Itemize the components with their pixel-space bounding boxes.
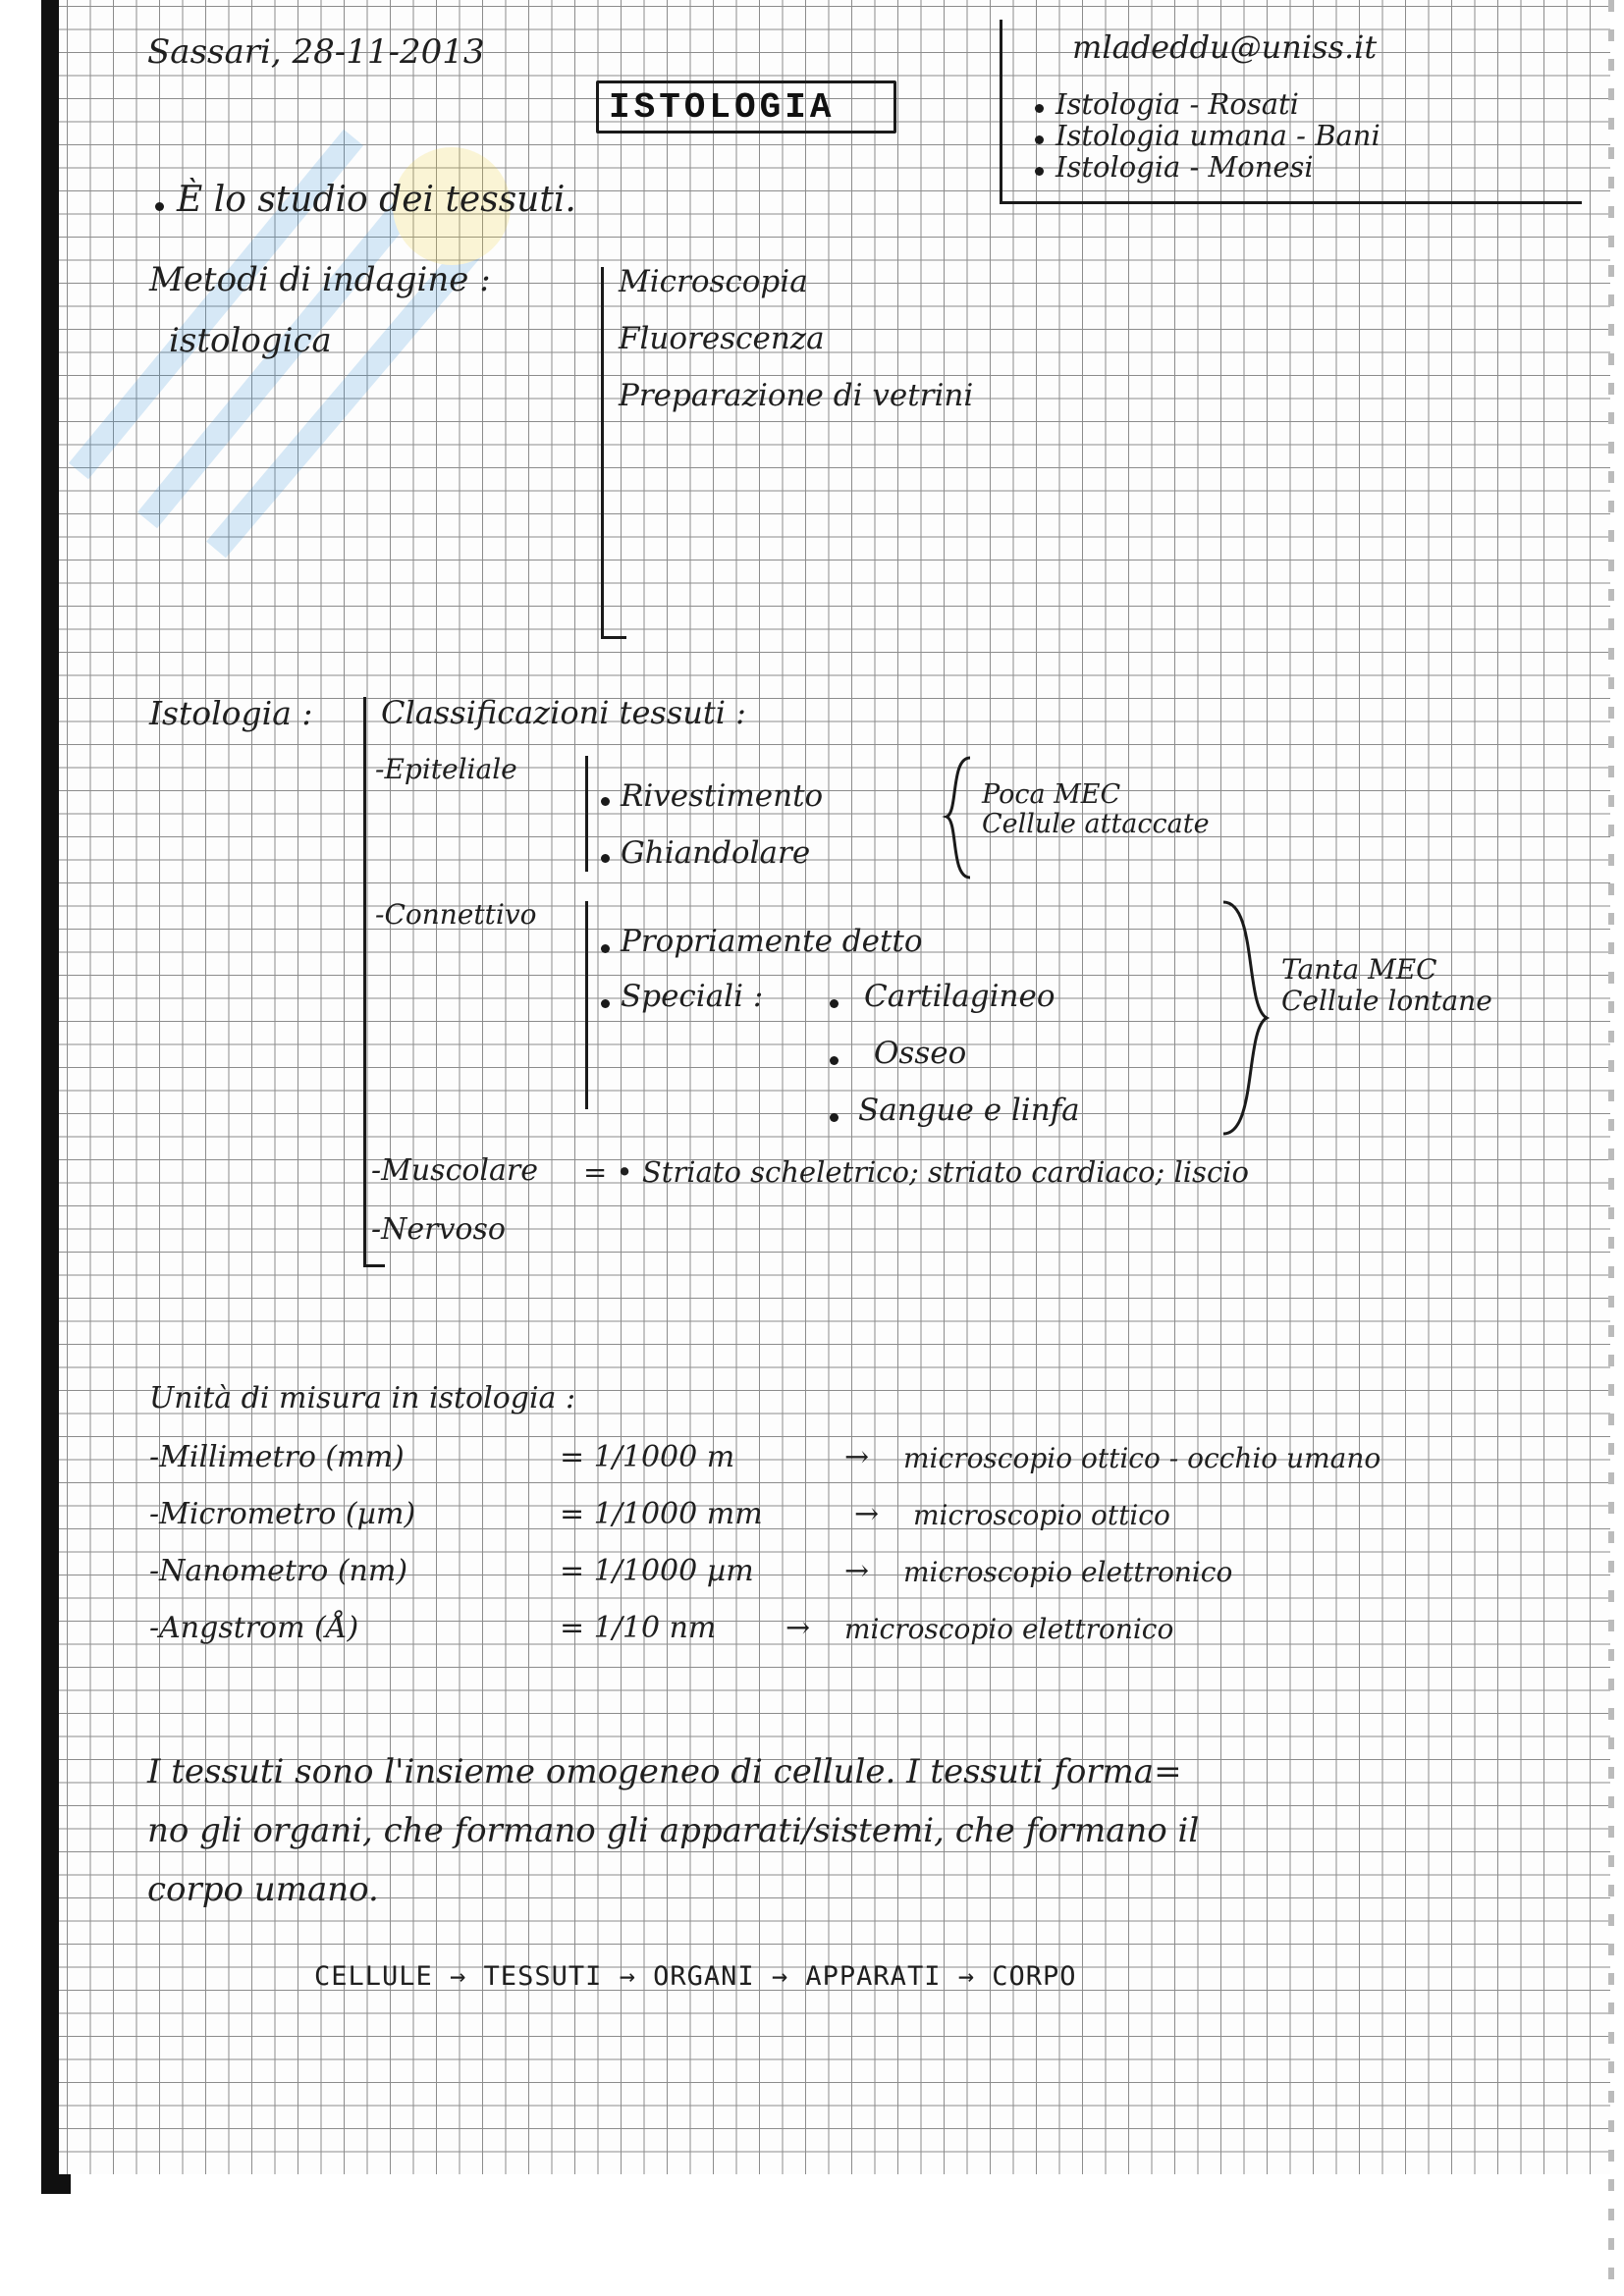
bullet	[601, 797, 610, 806]
bullet	[1035, 135, 1044, 144]
unit-name: -Micrometro (µm)	[149, 1497, 416, 1531]
connettivo-label: -Connettivo	[375, 898, 537, 931]
epiteliale-item: Rivestimento	[621, 778, 824, 814]
bullet	[830, 999, 839, 1008]
unit-equation: = 1/1000 mm	[560, 1497, 763, 1531]
intro-text: È lo studio dei tessuti.	[177, 180, 576, 220]
unit-use: microscopio ottico	[913, 1499, 1170, 1531]
methods-item: Preparazione di vetrini	[619, 378, 974, 413]
unit-name: -Angstrom (Å)	[149, 1611, 359, 1645]
bullet	[601, 944, 610, 953]
page-title: ISTOLOGIA	[609, 87, 836, 128]
unit-equation: = 1/1000 µm	[560, 1554, 754, 1588]
unit-use: microscopio elettronico	[903, 1556, 1233, 1588]
speciali-item: Sangue e linfa	[858, 1093, 1080, 1128]
epiteliale-note: Poca MEC	[982, 779, 1121, 810]
unit-name: -Millimetro (mm)	[149, 1440, 405, 1474]
istologia-label: Istologia :	[149, 694, 313, 732]
unit-arrow: →	[844, 1440, 870, 1474]
nervoso-label: -Nervoso	[371, 1212, 506, 1247]
reference-item: Istologia - Rosati	[1056, 87, 1299, 121]
connettivo-note: Tanta MEC	[1281, 953, 1437, 986]
bullet	[601, 854, 610, 863]
units-heading: Unità di misura in istologia :	[149, 1381, 576, 1415]
bullet	[830, 1113, 839, 1122]
unit-equation: = 1/1000 m	[560, 1440, 735, 1474]
unit-use: microscopio elettronico	[844, 1613, 1174, 1645]
epiteliale-label: -Epiteliale	[375, 753, 517, 785]
bracket-foot	[601, 636, 626, 639]
epiteliale-note: Cellule attaccate	[982, 809, 1210, 839]
bullet	[1035, 104, 1044, 113]
classification-bracket-foot	[363, 1264, 385, 1267]
methods-label: istologica	[169, 321, 332, 360]
epiteliale-bracket	[585, 756, 588, 872]
methods-label: Metodi di indagine :	[149, 260, 491, 299]
bullet	[830, 1056, 839, 1065]
unit-arrow: →	[854, 1497, 880, 1531]
paragraph-line: I tessuti sono l'insieme omogeneo di cellule. I tessuti forma=	[147, 1752, 1182, 1791]
connettivo-note: Cellule lontane	[1281, 985, 1492, 1017]
speciali-item: Cartilagineo	[864, 979, 1056, 1014]
connettivo-bracket	[585, 901, 588, 1109]
classification-bracket	[363, 697, 366, 1266]
bullet	[1035, 167, 1044, 176]
speciali-item: Osseo	[874, 1036, 967, 1071]
connettivo-item: Propriamente detto	[621, 924, 923, 959]
scan-right-edge	[1608, 0, 1614, 2296]
methods-item: Microscopia	[619, 264, 808, 299]
bullet	[601, 999, 610, 1008]
reference-item: Istologia - Monesi	[1056, 150, 1314, 184]
email-text: mladeddu@uniss.it	[1072, 28, 1378, 66]
hierarchy-line: CELLULE → TESSUTI → ORGANI → APPARATI → CORPO	[314, 1961, 1077, 1992]
unit-arrow: →	[844, 1554, 870, 1588]
unit-use: microscopio ottico - occhio umano	[903, 1442, 1381, 1474]
reference-item: Istologia umana - Bani	[1056, 119, 1380, 152]
methods-item: Fluorescenza	[619, 321, 825, 356]
bracket-line	[601, 267, 604, 638]
speciali-label: Speciali :	[621, 979, 764, 1014]
bullet	[155, 202, 164, 211]
unit-arrow: →	[785, 1611, 811, 1645]
curly-brace	[1218, 898, 1276, 1139]
date-text: Sassari, 28-11-2013	[147, 32, 485, 72]
muscolare-detail: = • Striato scheletrico; striato cardiaco; liscio	[583, 1155, 1249, 1189]
curly-brace	[941, 754, 980, 881]
muscolare-label: -Muscolare	[371, 1153, 539, 1188]
unit-name: -Nanometro (nm)	[149, 1554, 408, 1588]
paragraph-line: corpo umano.	[147, 1870, 379, 1909]
paragraph-line: no gli organi, che formano gli apparati/sistemi, che formano il	[147, 1811, 1200, 1850]
unit-equation: = 1/10 nm	[560, 1611, 717, 1645]
watermark-logo	[39, 59, 628, 569]
classification-heading: Classificazioni tessuti :	[381, 694, 746, 731]
epiteliale-item: Ghiandolare	[621, 835, 811, 871]
